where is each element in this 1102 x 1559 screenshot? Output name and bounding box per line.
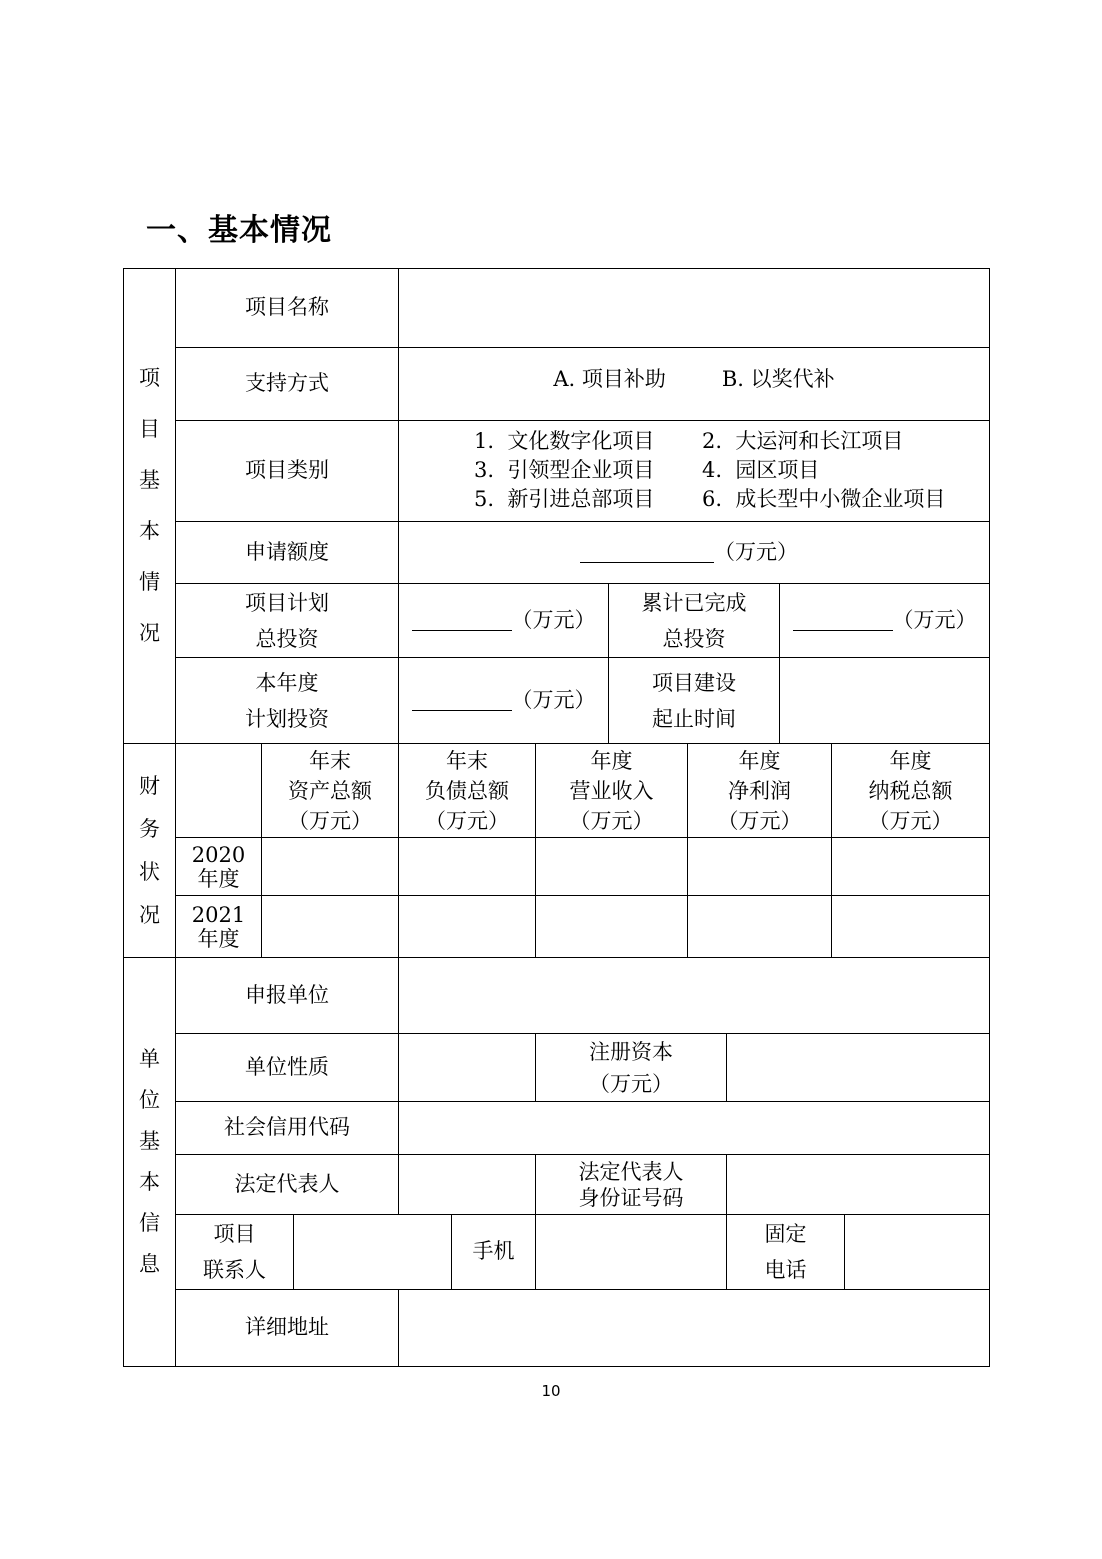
- unit-nature-field[interactable]: [399, 1034, 535, 1101]
- credit-code-field[interactable]: [399, 1102, 989, 1154]
- label-line: 电话: [764, 1258, 807, 1282]
- registered-capital-field[interactable]: [727, 1034, 989, 1101]
- label-line: 累计已完成: [641, 590, 747, 615]
- project-contact-field[interactable]: [294, 1215, 451, 1289]
- label-line: （万元）: [589, 1071, 673, 1096]
- annual-planned-investment-field[interactable]: [399, 658, 608, 743]
- project-name-field[interactable]: [399, 269, 989, 347]
- side-char: 单: [139, 1047, 160, 1071]
- label-line: 法定代表人: [578, 1159, 684, 1184]
- unit-label: （万元）: [892, 607, 977, 632]
- column-header-total-liabilities: [399, 744, 535, 837]
- label-line: 联系人: [203, 1258, 266, 1282]
- column-header-net-profit: [688, 744, 831, 837]
- column-header-total-tax: [832, 744, 989, 837]
- row-label-line: 年度: [197, 866, 240, 891]
- data-cell[interactable]: [262, 838, 398, 895]
- row-label-line: 2020: [191, 842, 246, 867]
- section-side-label-project: [124, 269, 175, 743]
- legal-rep-id-label: [536, 1155, 726, 1214]
- credit-code-label: 社会信用代码: [224, 1115, 350, 1140]
- section-heading: 一、基本情况: [146, 213, 332, 248]
- side-char: 项: [139, 366, 160, 390]
- support-option-a[interactable]: A. 项目补助: [553, 367, 666, 392]
- label-line: 注册资本: [589, 1039, 673, 1064]
- requested-amount-label: 申请额度: [245, 539, 329, 564]
- header-line: 纳税总额: [868, 778, 953, 803]
- table-border-bottom: [123, 1366, 990, 1367]
- side-char: 务: [139, 816, 160, 841]
- requested-amount-field[interactable]: [399, 522, 989, 583]
- data-cell[interactable]: [399, 896, 535, 957]
- header-line: （万元）: [717, 808, 802, 833]
- completed-investment-label: [609, 584, 779, 657]
- category-option[interactable]: 5. 新引进总部项目: [474, 487, 655, 511]
- unit-label: （万元）: [511, 607, 596, 632]
- label-line: 身份证号码: [578, 1185, 684, 1210]
- applicant-unit-field[interactable]: [399, 958, 989, 1033]
- row-label-2020: [176, 838, 261, 895]
- data-cell[interactable]: [832, 896, 989, 957]
- side-char: 信: [139, 1211, 160, 1235]
- label-line: 本年度: [255, 670, 319, 695]
- side-char: 况: [139, 902, 160, 927]
- header-line: 净利润: [728, 778, 791, 803]
- construction-period-field[interactable]: [780, 658, 989, 743]
- row-label-line: 2021: [191, 902, 246, 927]
- header-line: （万元）: [425, 808, 509, 833]
- unit-nature-label: 单位性质: [245, 1054, 329, 1079]
- row-label-line: 年度: [197, 926, 240, 951]
- header-line: 营业收入: [569, 778, 654, 803]
- label-line: 项目计划: [245, 590, 329, 615]
- side-char: 基: [139, 1129, 160, 1153]
- amount-blank[interactable]: [793, 610, 893, 631]
- header-line: 年末: [446, 748, 488, 773]
- project-category-label: 项目类别: [245, 458, 329, 483]
- completed-investment-field[interactable]: [780, 584, 989, 657]
- project-name-label: 项目名称: [245, 295, 329, 320]
- category-option[interactable]: 3. 引领型企业项目: [474, 458, 655, 482]
- unit-label: （万元）: [714, 539, 798, 564]
- support-method-label: 支持方式: [245, 371, 329, 396]
- side-char: 况: [139, 621, 160, 645]
- label-line: 项目: [213, 1222, 256, 1246]
- header-line: （万元）: [288, 808, 372, 833]
- side-char: 状: [139, 859, 160, 884]
- header-line: 年度: [590, 748, 633, 773]
- label-line: 固定: [764, 1222, 807, 1246]
- annual-planned-investment-label: [176, 658, 398, 743]
- data-cell[interactable]: [536, 838, 687, 895]
- side-char: 目: [139, 417, 160, 441]
- data-cell[interactable]: [262, 896, 398, 957]
- support-method-options: [399, 348, 989, 420]
- planned-total-investment-label: [176, 584, 398, 657]
- section-side-label-unit-info: [124, 958, 175, 1366]
- amount-blank[interactable]: [580, 542, 714, 563]
- header-line: 年末: [309, 748, 351, 773]
- table-border-right: [989, 268, 990, 1367]
- legal-representative-field[interactable]: [399, 1155, 535, 1214]
- data-cell[interactable]: [399, 838, 535, 895]
- label-line: 计划投资: [245, 706, 329, 731]
- header-line: （万元）: [569, 808, 654, 833]
- legal-rep-id-field[interactable]: [727, 1155, 989, 1214]
- side-char: 本: [139, 1170, 160, 1194]
- category-option[interactable]: 4. 园区项目: [702, 458, 820, 482]
- planned-total-investment-field[interactable]: [399, 584, 608, 657]
- landline-field[interactable]: [845, 1215, 989, 1289]
- label-line: 项目建设: [652, 670, 736, 695]
- data-cell[interactable]: [688, 896, 831, 957]
- header-line: 年度: [889, 748, 932, 773]
- header-line: 资产总额: [288, 778, 372, 803]
- side-char: 基: [139, 468, 160, 492]
- detailed-address-field[interactable]: [399, 1290, 989, 1366]
- legal-representative-label: 法定代表人: [234, 1171, 340, 1196]
- data-cell[interactable]: [832, 838, 989, 895]
- unit-label: （万元）: [511, 687, 596, 712]
- support-option-b[interactable]: B. 以奖代补: [721, 367, 835, 392]
- mobile-label: 手机: [472, 1239, 515, 1264]
- side-char: 财: [139, 773, 160, 798]
- mobile-field[interactable]: [536, 1215, 726, 1289]
- category-option[interactable]: 1. 文化数字化项目: [474, 429, 655, 453]
- landline-label: [727, 1215, 844, 1289]
- construction-period-label: [609, 658, 779, 743]
- registered-capital-label: [536, 1034, 726, 1101]
- header-line: 负债总额: [425, 778, 509, 803]
- data-cell[interactable]: [688, 838, 831, 895]
- project-category-options: [474, 427, 986, 519]
- category-option[interactable]: 2. 大运河和长江项目: [702, 429, 904, 453]
- column-header-revenue: [536, 744, 687, 837]
- section-side-label-finance: [124, 744, 175, 957]
- header-line: 年度: [738, 748, 781, 773]
- label-line: 总投资: [255, 626, 319, 651]
- amount-blank[interactable]: [412, 690, 512, 711]
- side-char: 息: [139, 1252, 160, 1276]
- data-cell[interactable]: [536, 896, 687, 957]
- label-line: 起止时间: [652, 706, 736, 731]
- side-char: 本: [139, 519, 160, 543]
- row-label-2021: [176, 896, 261, 957]
- page-number: 10: [541, 1382, 561, 1400]
- category-option[interactable]: 6. 成长型中小微企业项目: [702, 487, 946, 511]
- label-line: 总投资: [662, 626, 726, 651]
- detailed-address-label: 详细地址: [245, 1315, 329, 1340]
- amount-blank[interactable]: [412, 610, 512, 631]
- side-char: 位: [139, 1088, 160, 1112]
- column-header-total-assets: [262, 744, 398, 837]
- side-char: 情: [139, 570, 160, 594]
- project-contact-label: [176, 1215, 293, 1289]
- header-line: （万元）: [868, 808, 953, 833]
- applicant-unit-label: 申报单位: [245, 982, 329, 1007]
